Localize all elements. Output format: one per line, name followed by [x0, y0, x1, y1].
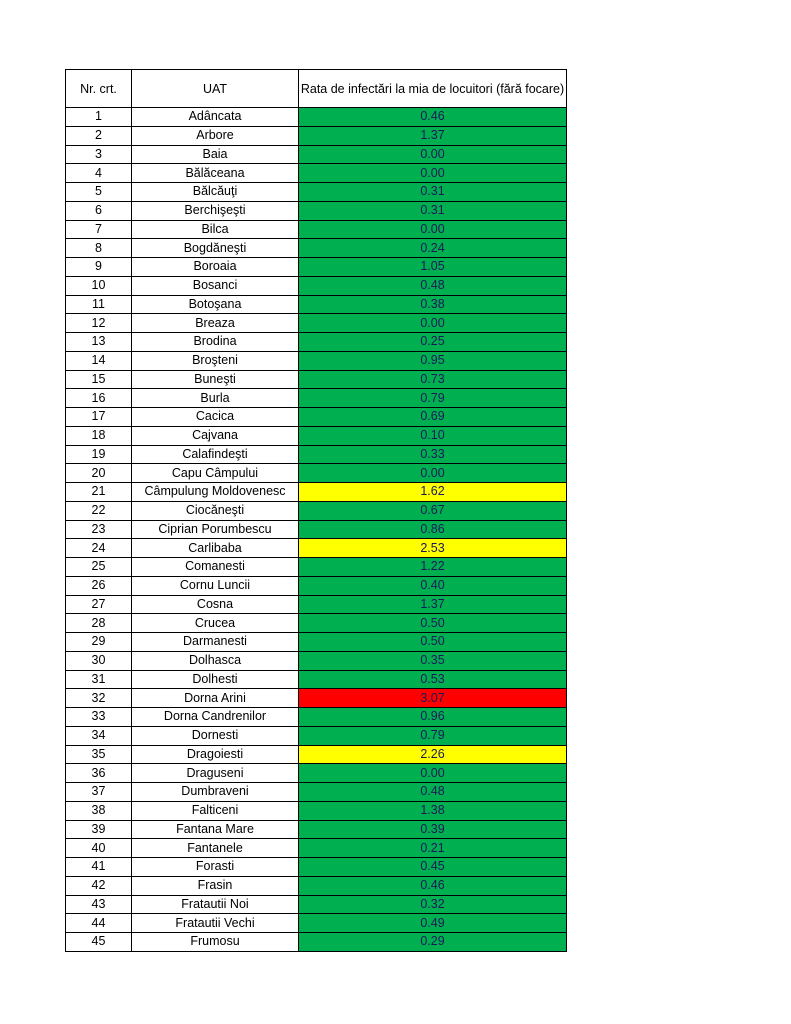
infection-rate: 0.45: [299, 858, 567, 877]
uat-name: Ciprian Porumbescu: [132, 520, 299, 539]
uat-name: Carlibaba: [132, 539, 299, 558]
table-row: [66, 108, 567, 127]
infection-rate-table: [65, 69, 567, 952]
header-nr: Nr. crt.: [66, 70, 132, 108]
row-number: 17: [66, 408, 132, 427]
uat-name: Breaza: [132, 314, 299, 333]
infection-rate: 0.10: [299, 426, 567, 445]
table-row: [66, 501, 567, 520]
table-row: [66, 726, 567, 745]
row-number: 4: [66, 164, 132, 183]
uat-name: Arbore: [132, 126, 299, 145]
row-number: 22: [66, 501, 132, 520]
table-row: [66, 408, 567, 427]
uat-name: Cornu Luncii: [132, 576, 299, 595]
table-row: [66, 539, 567, 558]
uat-name: Capu Câmpului: [132, 464, 299, 483]
table-row: [66, 389, 567, 408]
table-body: [66, 108, 567, 952]
uat-name: Dragoiesti: [132, 745, 299, 764]
infection-rate: 0.35: [299, 651, 567, 670]
infection-rate: 1.37: [299, 126, 567, 145]
row-number: 1: [66, 108, 132, 127]
table-row: [66, 708, 567, 727]
uat-name: Fratautii Vechi: [132, 914, 299, 933]
uat-name: Bălăceana: [132, 164, 299, 183]
uat-name: Forasti: [132, 858, 299, 877]
table-row: [66, 820, 567, 839]
infection-rate: 0.48: [299, 783, 567, 802]
uat-name: Dolhesti: [132, 670, 299, 689]
uat-name: Dumbraveni: [132, 783, 299, 802]
uat-name: Berchişeşti: [132, 201, 299, 220]
uat-name: Darmanesti: [132, 633, 299, 652]
infection-rate: 3.07: [299, 689, 567, 708]
infection-rate: 1.37: [299, 595, 567, 614]
uat-name: Câmpulung Moldovenesc: [132, 483, 299, 502]
infection-rate: 0.69: [299, 408, 567, 427]
row-number: 25: [66, 558, 132, 577]
uat-name: Burla: [132, 389, 299, 408]
row-number: 44: [66, 914, 132, 933]
row-number: 9: [66, 258, 132, 277]
infection-rate: 0.95: [299, 351, 567, 370]
infection-rate: 0.46: [299, 108, 567, 127]
infection-rate: 0.50: [299, 614, 567, 633]
table-row: [66, 220, 567, 239]
uat-name: Bosanci: [132, 276, 299, 295]
uat-name: Cacica: [132, 408, 299, 427]
row-number: 16: [66, 389, 132, 408]
row-number: 24: [66, 539, 132, 558]
infection-rate: 0.49: [299, 914, 567, 933]
table-row: [66, 576, 567, 595]
table-row: [66, 145, 567, 164]
infection-rate: 0.79: [299, 389, 567, 408]
infection-rate: 0.40: [299, 576, 567, 595]
table-row: [66, 876, 567, 895]
uat-name: Crucea: [132, 614, 299, 633]
infection-rate: 1.62: [299, 483, 567, 502]
table-row: [66, 895, 567, 914]
row-number: 23: [66, 520, 132, 539]
table-row: [66, 201, 567, 220]
infection-rate: 0.48: [299, 276, 567, 295]
infection-rate: 0.50: [299, 633, 567, 652]
row-number: 36: [66, 764, 132, 783]
uat-name: Ciocăneşti: [132, 501, 299, 520]
row-number: 33: [66, 708, 132, 727]
uat-name: Bogdăneşti: [132, 239, 299, 258]
row-number: 14: [66, 351, 132, 370]
infection-rate: 1.05: [299, 258, 567, 277]
infection-rate: 0.46: [299, 876, 567, 895]
table-row: [66, 633, 567, 652]
uat-name: Fratautii Noi: [132, 895, 299, 914]
uat-name: Dorna Arini: [132, 689, 299, 708]
table-row: [66, 164, 567, 183]
uat-name: Cajvana: [132, 426, 299, 445]
infection-rate: 0.29: [299, 933, 567, 952]
uat-name: Falticeni: [132, 801, 299, 820]
infection-rate: 1.22: [299, 558, 567, 577]
uat-name: Cosna: [132, 595, 299, 614]
row-number: 40: [66, 839, 132, 858]
table-row: [66, 801, 567, 820]
uat-name: Buneşti: [132, 370, 299, 389]
table-row: [66, 595, 567, 614]
table-row: [66, 239, 567, 258]
row-number: 35: [66, 745, 132, 764]
table-row: [66, 670, 567, 689]
infection-rate: 0.86: [299, 520, 567, 539]
row-number: 31: [66, 670, 132, 689]
row-number: 32: [66, 689, 132, 708]
uat-name: Calafindeşti: [132, 445, 299, 464]
uat-name: Brodina: [132, 333, 299, 352]
row-number: 12: [66, 314, 132, 333]
table-row: [66, 370, 567, 389]
table-row: [66, 426, 567, 445]
infection-rate: 0.31: [299, 201, 567, 220]
table-row: [66, 689, 567, 708]
infection-rate: 0.73: [299, 370, 567, 389]
table-row: [66, 745, 567, 764]
row-number: 34: [66, 726, 132, 745]
infection-rate: 0.33: [299, 445, 567, 464]
uat-name: Bilca: [132, 220, 299, 239]
row-number: 19: [66, 445, 132, 464]
row-number: 27: [66, 595, 132, 614]
infection-rate: 0.00: [299, 764, 567, 783]
row-number: 41: [66, 858, 132, 877]
row-number: 43: [66, 895, 132, 914]
infection-rate: 0.96: [299, 708, 567, 727]
table-row: [66, 783, 567, 802]
infection-rate: 0.32: [299, 895, 567, 914]
infection-rate: 0.00: [299, 145, 567, 164]
table-row: [66, 764, 567, 783]
uat-name: Fantanele: [132, 839, 299, 858]
uat-name: Dolhasca: [132, 651, 299, 670]
infection-rate: 0.00: [299, 314, 567, 333]
table-row: [66, 520, 567, 539]
row-number: 13: [66, 333, 132, 352]
infection-rate: 0.00: [299, 220, 567, 239]
uat-name: Baia: [132, 145, 299, 164]
table-row: [66, 914, 567, 933]
row-number: 15: [66, 370, 132, 389]
table-row: [66, 483, 567, 502]
table-row: [66, 295, 567, 314]
infection-rate: 0.31: [299, 183, 567, 202]
infection-rate: 0.79: [299, 726, 567, 745]
row-number: 11: [66, 295, 132, 314]
table-row: [66, 558, 567, 577]
row-number: 20: [66, 464, 132, 483]
table-row: [66, 333, 567, 352]
header-row: [66, 70, 567, 108]
header-uat: UAT: [132, 70, 299, 108]
infection-rate: 0.21: [299, 839, 567, 858]
row-number: 10: [66, 276, 132, 295]
infection-rate: 0.67: [299, 501, 567, 520]
table-row: [66, 651, 567, 670]
row-number: 2: [66, 126, 132, 145]
row-number: 21: [66, 483, 132, 502]
table-row: [66, 314, 567, 333]
infection-rate: 0.53: [299, 670, 567, 689]
table-row: [66, 839, 567, 858]
uat-name: Broşteni: [132, 351, 299, 370]
uat-name: Fantana Mare: [132, 820, 299, 839]
uat-name: Bălcăuţi: [132, 183, 299, 202]
row-number: 42: [66, 876, 132, 895]
row-number: 6: [66, 201, 132, 220]
row-number: 18: [66, 426, 132, 445]
row-number: 39: [66, 820, 132, 839]
table-row: [66, 183, 567, 202]
table-row: [66, 276, 567, 295]
uat-name: Botoşana: [132, 295, 299, 314]
table-row: [66, 933, 567, 952]
row-number: 8: [66, 239, 132, 258]
infection-rate: 0.38: [299, 295, 567, 314]
row-number: 38: [66, 801, 132, 820]
row-number: 5: [66, 183, 132, 202]
header-rate: Rata de infectări la mia de locuitori (fără focare): [299, 70, 567, 108]
table-row: [66, 445, 567, 464]
row-number: 7: [66, 220, 132, 239]
row-number: 26: [66, 576, 132, 595]
uat-name: Draguseni: [132, 764, 299, 783]
infection-rate: 0.00: [299, 164, 567, 183]
infection-rate: 1.38: [299, 801, 567, 820]
table-row: [66, 258, 567, 277]
infection-rate: 0.24: [299, 239, 567, 258]
row-number: 29: [66, 633, 132, 652]
row-number: 37: [66, 783, 132, 802]
row-number: 30: [66, 651, 132, 670]
uat-name: Frasin: [132, 876, 299, 895]
uat-name: Boroaia: [132, 258, 299, 277]
uat-name: Dornesti: [132, 726, 299, 745]
infection-rate: 2.26: [299, 745, 567, 764]
table-row: [66, 126, 567, 145]
infection-rate: 2.53: [299, 539, 567, 558]
row-number: 45: [66, 933, 132, 952]
infection-rate: 0.25: [299, 333, 567, 352]
infection-rate: 0.39: [299, 820, 567, 839]
table-row: [66, 464, 567, 483]
table-row: [66, 351, 567, 370]
uat-name: Adâncata: [132, 108, 299, 127]
row-number: 3: [66, 145, 132, 164]
uat-name: Comanesti: [132, 558, 299, 577]
table-row: [66, 858, 567, 877]
row-number: 28: [66, 614, 132, 633]
uat-name: Frumosu: [132, 933, 299, 952]
table-row: [66, 614, 567, 633]
infection-rate: 0.00: [299, 464, 567, 483]
uat-name: Dorna Candrenilor: [132, 708, 299, 727]
